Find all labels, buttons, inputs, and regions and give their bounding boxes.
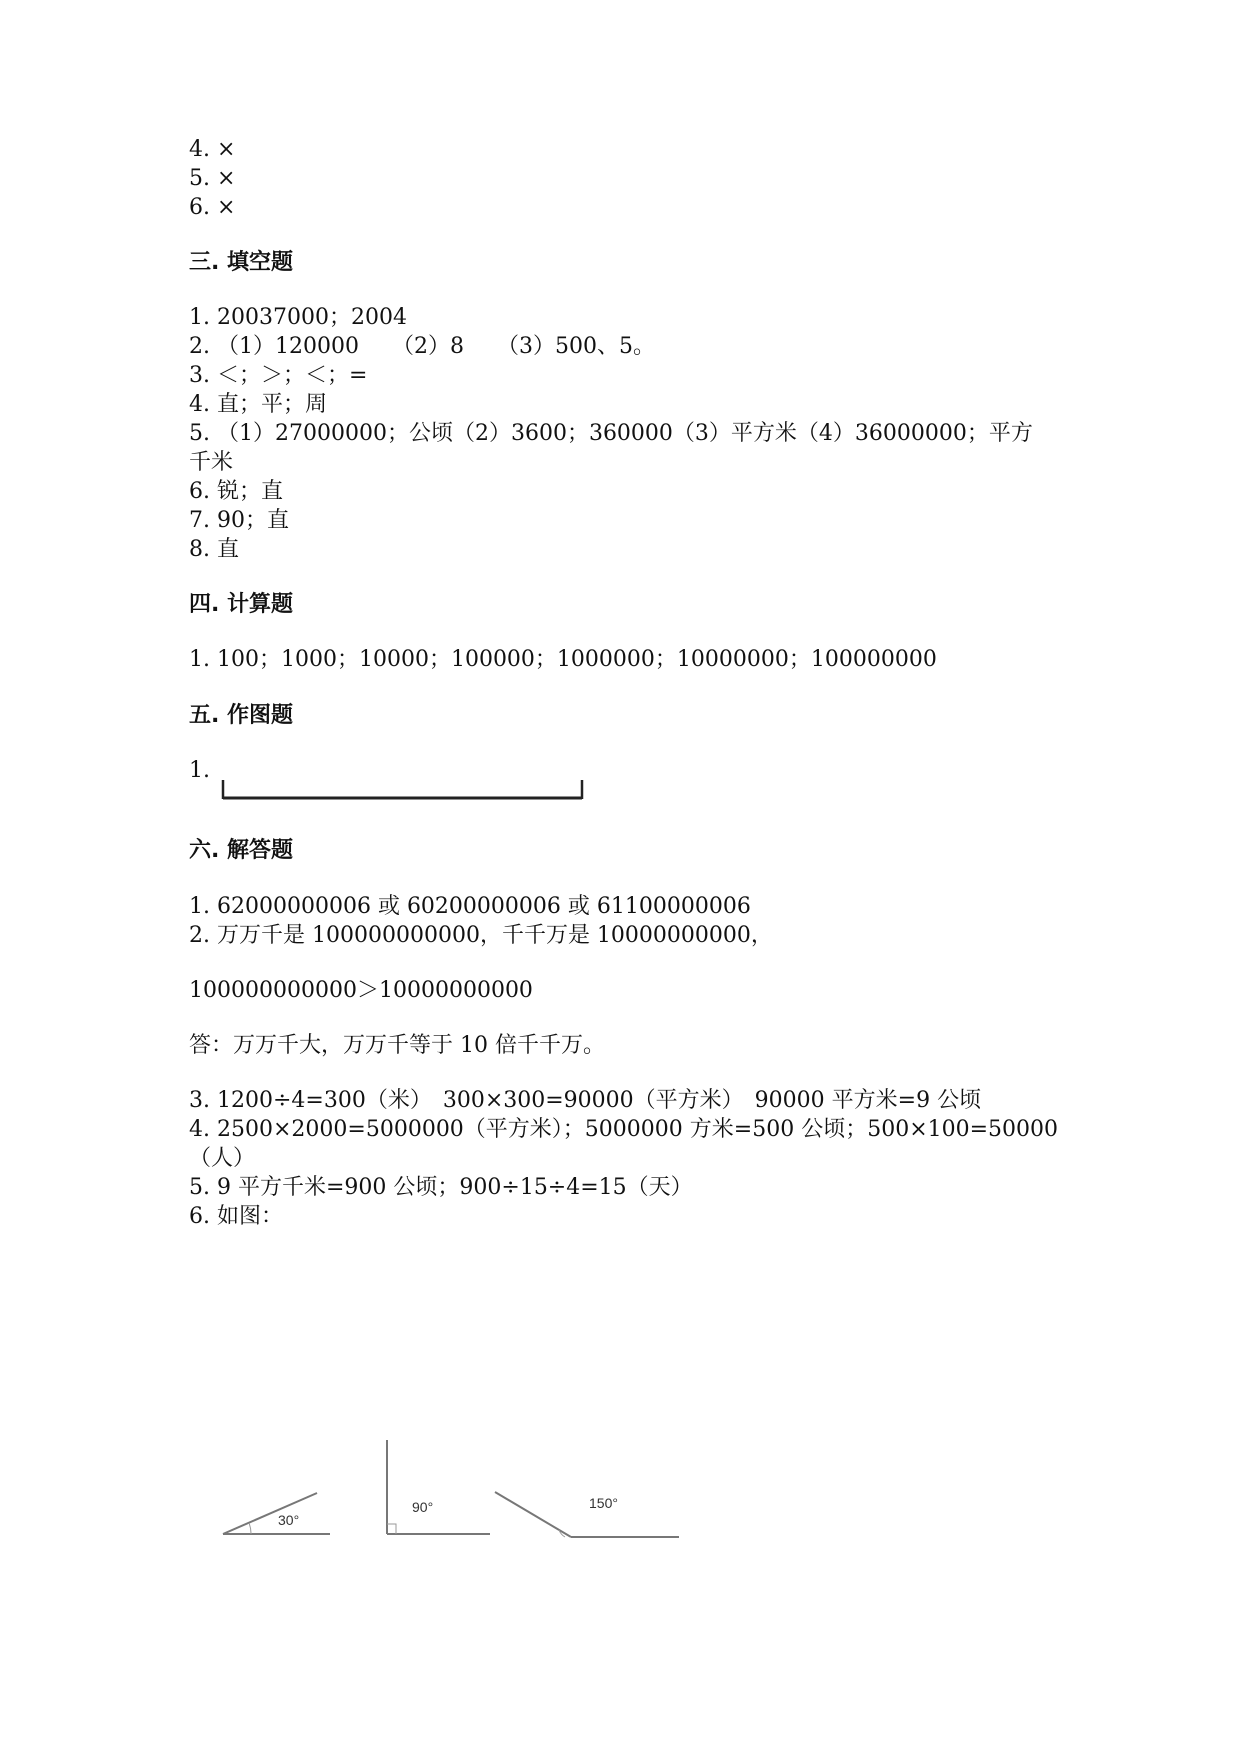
- answer-line: 5. （1）27000000；公顷（2）3600；360000（3）平方米（4）36000000；平方: [189, 421, 1033, 446]
- answer-line: 4. ×: [189, 137, 236, 162]
- answer-line: 6. ×: [189, 195, 236, 220]
- answer-line: 100000000000＞10000000000: [189, 978, 533, 1003]
- angle-150-figure: [495, 1492, 679, 1537]
- angle-30-figure: [223, 1493, 330, 1534]
- section-heading-fill-in: 三. 填空题: [189, 250, 294, 275]
- section-heading-calculation: 四. 计算题: [189, 592, 294, 617]
- answer-line: 2. 万万千是 100000000000，千千万是 10000000000，: [189, 923, 773, 948]
- answer-line: 5. ×: [189, 166, 236, 191]
- angle-label: 90°: [412, 1499, 434, 1515]
- answer-line: 千米: [189, 450, 234, 475]
- answer-line: 4. 2500×2000=5000000（平方米）；5000000 方米=500 公顷；500×100=50000: [189, 1117, 1059, 1142]
- answer-line: 1. 20037000；2004: [189, 305, 407, 330]
- angles-figure: [215, 1430, 695, 1560]
- answer-line: 3. ＜；＞；＜；=: [189, 363, 368, 388]
- answer-line: （人）: [189, 1146, 256, 1171]
- answer-line: 5. 9 平方千米=900 公顷；900÷15÷4=15（天）: [189, 1175, 693, 1200]
- angle-label: 30°: [278, 1512, 300, 1528]
- section-heading-answers: 六. 解答题: [189, 838, 294, 863]
- answer-line: 8. 直: [189, 537, 239, 562]
- angle-90-figure: [387, 1440, 490, 1534]
- answer-line: 6. 如图：: [189, 1204, 283, 1229]
- answer-line: 答：万万千大，万万千等于 10 倍千千万。: [189, 1033, 605, 1058]
- line-segment-figure: [215, 776, 590, 806]
- answer-line: 4. 直；平；周: [189, 392, 327, 417]
- angle-label: 150°: [589, 1495, 618, 1511]
- answer-line: 1. 62000000006 或 60200000006 或 61100000006: [189, 894, 751, 919]
- answer-line: 7. 90；直: [189, 508, 289, 533]
- answer-line: 3. 1200÷4=300（米） 300×300=90000（平方米） 90000 平方米=9 公顷: [189, 1088, 982, 1113]
- answer-line: 1.: [189, 758, 210, 783]
- answer-line: 6. 锐；直: [189, 479, 283, 504]
- section-heading-drawing: 五. 作图题: [189, 703, 294, 728]
- answer-line: 1. 100；1000；10000；100000；1000000；10000000；100000000: [189, 647, 937, 672]
- answer-line: 2. （1）120000 （2）8 （3）500、5。: [189, 334, 655, 359]
